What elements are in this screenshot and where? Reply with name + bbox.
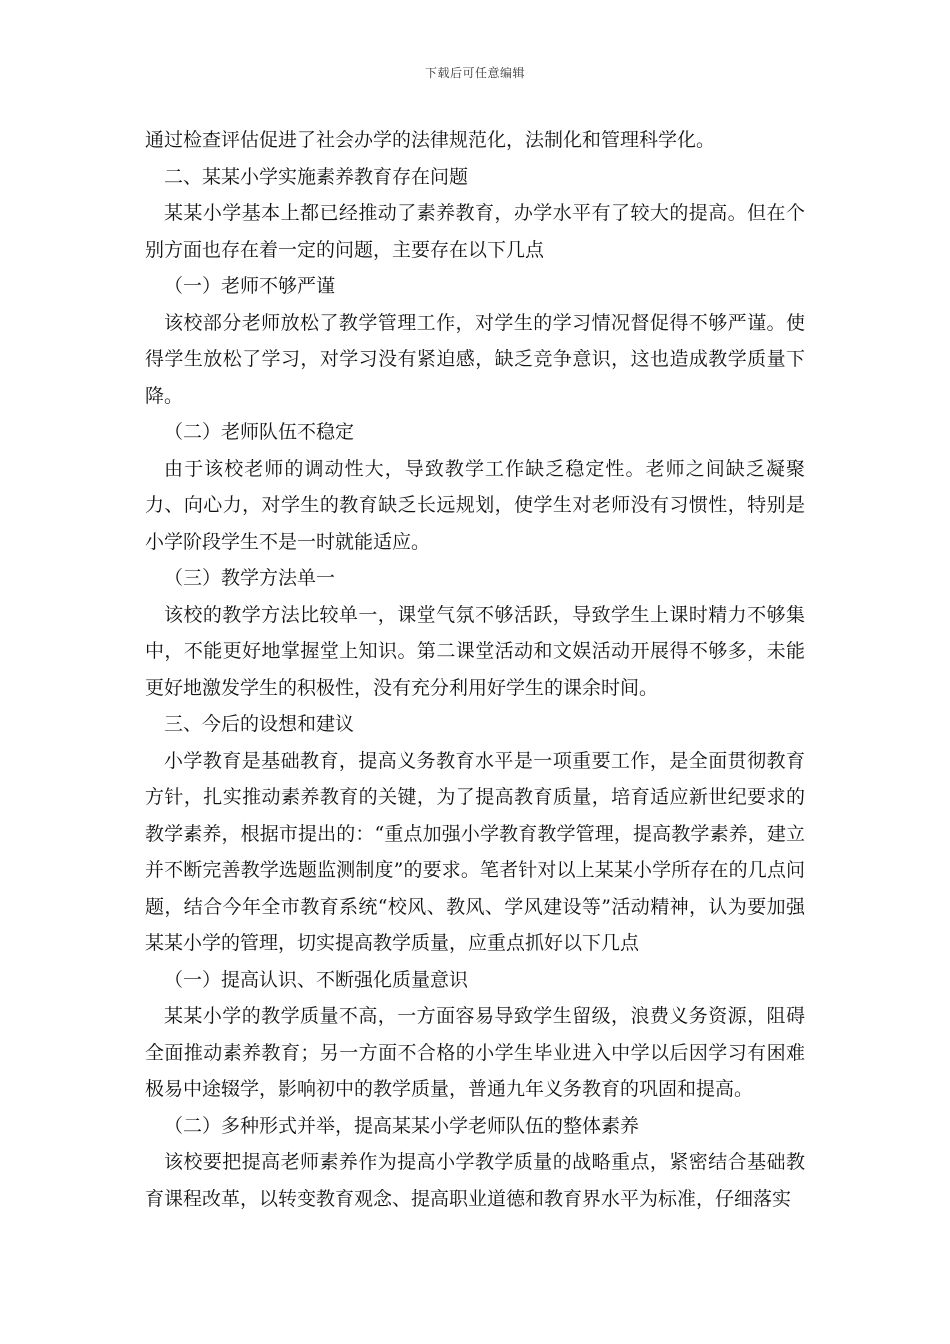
section-heading-3: 三、今后的设想和建议 [164,713,355,735]
paragraph: 小学教育是基础教育，提高义务教育水平是一项重要工作，是全面贯彻教育方针，扎实推动素养教育的关键，为了提高教育质量，培育适应新世纪要求的教学素养，根据市提出的：“重点加强小学教育教学管理，提高教学素养，建立并不断完善教学选题监测制度”的要求。笔者针对以上某某小学所存在的几点问题，结合今年全市教育系统“校风、教风、学风建设等”活动精神，认为要加强某某小学的管理，切实提高教学质量，应重点抓好以下几点 [145,749,805,954]
page-header: 下载后可任意编辑 [424,66,525,80]
subsection-heading: （一）老师不够严谨 [164,275,336,297]
paragraph: 某某小学基本上都已经推动了素养教育，办学水平有了较大的提高。但在个别方面也存在着一定的问题，主要存在以下几点 [145,202,805,261]
subsection-heading: （一）提高认识、不断强化质量意识 [164,968,469,991]
subsection-heading: （二）老师队伍不稳定 [164,421,355,443]
paragraph-intro: 通过检查评估促进了社会办学的法律规范化，法制化和管理科学化。 [145,129,716,151]
subsection-heading: （三）教学方法单一 [164,567,336,589]
subsection-heading: （二）多种形式并举，提高某某小学老师队伍的整体素养 [164,1114,640,1137]
section-heading-2: 二、某某小学实施素养教育存在问题 [164,165,469,188]
paragraph: 由于该校老师的调动性大，导致教学工作缺乏稳定性。老师之间缺乏凝聚力、向心力，对学生的教育缺乏长远规划，使学生对老师没有习惯性，特别是小学阶段学生不是一时就能适应。 [145,457,805,553]
paragraph: 该校的教学方法比较单一，课堂气氛不够活跃，导致学生上课时精力不够集中，不能更好地掌握堂上知识。第二课堂活动和文娱活动开展得不够多，未能更好地激发学生的积极性，没有充分利用好学生的课余时间。 [145,603,805,699]
paragraph: 该校部分老师放松了教学管理工作，对学生的学习情况督促得不够严谨。使得学生放松了学习，对学习没有紧迫感，缺乏竞争意识，这也造成教学质量下降。 [145,311,805,407]
paragraph: 某某小学的教学质量不高，一方面容易导致学生留级，浪费义务资源，阻碍全面推动素养教育；另一方面不合格的小学生毕业进入中学以后因学习有困难极易中途辍学，影响初中的教学质量，普通九年义务教育的巩固和提高。 [145,1005,805,1100]
document-body [145,122,805,1217]
paragraph: 该校要把提高老师素养作为提高小学教学质量的战略重点，紧密结合基础教育课程改革，以转变教育观念、提高职业道德和教育界水平为标准，仔细落实 [145,1151,805,1210]
